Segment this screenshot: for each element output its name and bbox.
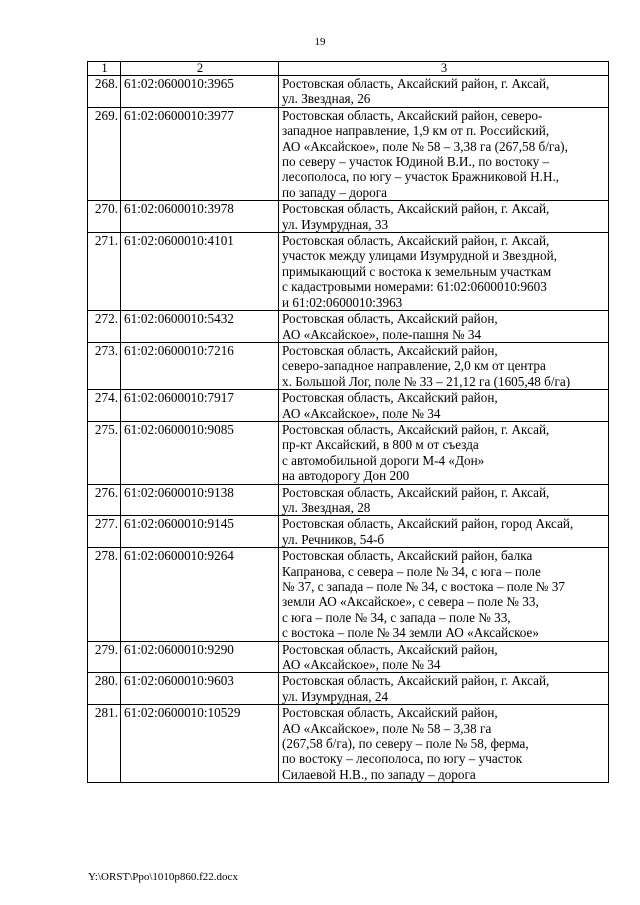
address-cell: Ростовская область, Аксайский район, АО «Аксайское», поле № 34	[279, 641, 609, 673]
address-cell: Ростовская область, Аксайский район, г. Аксай, ул. Звездная, 28	[279, 484, 609, 516]
table-row	[88, 641, 609, 673]
address-cell: Ростовская область, Аксайский район, г. Аксай, ул. Изумрудная, 24	[279, 673, 609, 705]
column-header-1: 1	[88, 62, 121, 76]
row-number: 274.	[88, 390, 121, 422]
address-cell: Ростовская область, Аксайский район, балка Капранова, с севера – поле № 34, с юга – поле № 37, с запада – поле № 34, с востока – поле № 37 земли АО «Аксайское», с севера – поле № 33, с юга – поле № 34, с запада – поле № 33, с востока – поле № 34 земли АО «Аксайское»	[279, 548, 609, 641]
cadastral-number: 61:02:0600010:7917	[121, 390, 279, 422]
row-number: 277.	[88, 516, 121, 548]
row-number: 272.	[88, 311, 121, 343]
table-row	[88, 311, 609, 343]
cadastral-number: 61:02:0600010:9138	[121, 484, 279, 516]
table-row	[88, 705, 609, 783]
table-row	[88, 233, 609, 311]
address-cell: Ростовская область, Аксайский район, АО «Аксайское», поле № 58 – 3,38 га (267,58 б/га), по северу – поле № 58, ферма, по востоку – лесополоса, по югу – участок Силаевой Н.В., по западу – дорога	[279, 705, 609, 783]
cadastral-number: 61:02:0600010:4101	[121, 233, 279, 311]
table-row	[88, 390, 609, 422]
address-cell: Ростовская область, Аксайский район, г. Аксай, пр-кт Аксайский, в 800 м от съезда с автомобильной дороги М-4 «Дон» на автодорогу Дон 200	[279, 421, 609, 484]
cadastral-number: 61:02:0600010:3977	[121, 107, 279, 200]
cadastral-number: 61:02:0600010:9290	[121, 641, 279, 673]
row-number: 278.	[88, 548, 121, 641]
row-number: 281.	[88, 705, 121, 783]
cadastral-number: 61:02:0600010:5432	[121, 311, 279, 343]
cadastral-number: 61:02:0600010:10529	[121, 705, 279, 783]
row-number: 280.	[88, 673, 121, 705]
table-row	[88, 548, 609, 641]
column-header-2: 2	[121, 62, 279, 76]
table-row	[88, 484, 609, 516]
table-row	[88, 516, 609, 548]
table-row	[88, 342, 609, 389]
row-number: 268.	[88, 76, 121, 108]
cadastral-number: 61:02:0600010:9264	[121, 548, 279, 641]
cadastral-number: 61:02:0600010:7216	[121, 342, 279, 389]
address-cell: Ростовская область, Аксайский район, АО «Аксайское», поле-пашня № 34	[279, 311, 609, 343]
table-row	[88, 201, 609, 233]
row-number: 275.	[88, 421, 121, 484]
address-cell: Ростовская область, Аксайский район, АО «Аксайское», поле № 34	[279, 390, 609, 422]
table-row	[88, 107, 609, 200]
row-number: 271.	[88, 233, 121, 311]
address-cell: Ростовская область, Аксайский район, г. Аксай, участок между улицами Изумрудной и Звездной, примыкающий с востока к земельным участкам с кадастровыми номерами: 61:02:0600010:9603 и 61:02:0600010:3963	[279, 233, 609, 311]
page-number: 19	[314, 36, 326, 48]
table-row	[88, 673, 609, 705]
file-path-footer: Y:\ORST\Ppo\1010p860.f22.docx	[88, 871, 238, 883]
cadastral-number: 61:02:0600010:9085	[121, 421, 279, 484]
cadastral-number: 61:02:0600010:3978	[121, 201, 279, 233]
cadastral-number: 61:02:0600010:9145	[121, 516, 279, 548]
address-cell: Ростовская область, Аксайский район, г. Аксай, ул. Звездная, 26	[279, 76, 609, 108]
table-header-row	[88, 62, 609, 76]
row-number: 276.	[88, 484, 121, 516]
column-header-3: 3	[279, 62, 609, 76]
table-row	[88, 76, 609, 108]
row-number: 269.	[88, 107, 121, 200]
row-number: 273.	[88, 342, 121, 389]
row-number: 270.	[88, 201, 121, 233]
cadastral-table	[87, 61, 609, 783]
cadastral-number: 61:02:0600010:3965	[121, 76, 279, 108]
address-cell: Ростовская область, Аксайский район, город Аксай, ул. Речников, 54-б	[279, 516, 609, 548]
table-row	[88, 421, 609, 484]
cadastral-number: 61:02:0600010:9603	[121, 673, 279, 705]
table-body	[88, 76, 609, 783]
address-cell: Ростовская область, Аксайский район, г. Аксай, ул. Изумрудная, 33	[279, 201, 609, 233]
address-cell: Ростовская область, Аксайский район, северо-западное направление, 2,0 км от центра х. Большой Лог, поле № 33 – 21,12 га (1605,48 б/га)	[279, 342, 609, 389]
row-number: 279.	[88, 641, 121, 673]
address-cell: Ростовская область, Аксайский район, северо- западное направление, 1,9 км от п. Российский, АО «Аксайское», поле № 58 – 3,38 га (267,58 б/га), по северу – участок Юдиной В.И., по востоку – лесополоса, по югу – участок Бражниковой Н.Н., по западу – дорога	[279, 107, 609, 200]
